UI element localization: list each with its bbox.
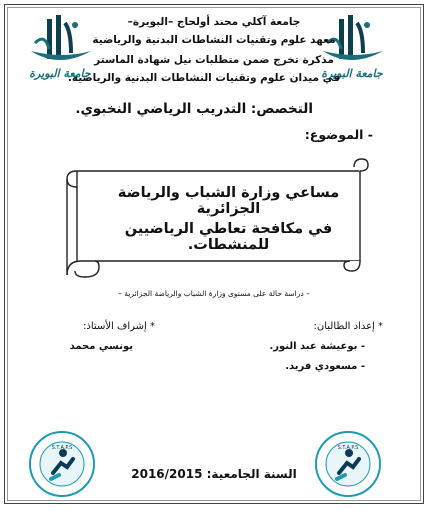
header-institute: معهد علوم وتقنيات النشاطات البدنية والرياضية: [92, 34, 336, 46]
staps-badge-label: S.T.A.P.S: [337, 445, 359, 451]
case-study-note: – دراسة حالة على مستوى وزارة الشباب والرياضة الجزائرية –: [118, 289, 310, 298]
student-name-1: - بوعيشة عبد النور.: [269, 341, 365, 352]
page-frame: [4, 4, 424, 504]
thesis-title-line-1: مساعي وزارة الشباب والرياضة الجزائرية: [117, 185, 340, 217]
supervisor-name: يونسي محمد: [69, 341, 133, 352]
thesis-title-line-2: في مكافحة تعاطي الرياضيين للمنشطات.: [124, 221, 333, 253]
staps-badge-right: [313, 429, 383, 499]
supervisor-label: * إشراف الأستاذ:: [83, 321, 155, 332]
prepared-by-label: * إعداد الطالبان:: [313, 321, 383, 332]
university-logo-icon: [25, 13, 95, 69]
university-logo-left: [25, 13, 95, 83]
header-thesis: مذكرة تخرج ضمن متطلبات نيل شهادة الماستر: [94, 54, 334, 66]
university-logo-right: [317, 13, 387, 83]
university-logo-icon: [317, 13, 387, 69]
header-university: جامعة آكلي محند أولحاج –البويرة–: [127, 16, 301, 28]
academic-year: السنة الجامعية: 2016/2015: [131, 467, 297, 481]
header-field: في ميدان علوم وتقنيات النشاطات البدنية والرياضية.: [67, 72, 341, 84]
subject-label: - الموضوع:: [304, 127, 373, 142]
specialty: التخصص: التدريب الرياضي النخبوي.: [75, 101, 313, 117]
staps-emblem-icon: [313, 429, 383, 499]
staps-badge-label: S.T.A.P.S: [51, 445, 73, 451]
student-name-2: - مسعودي فريد.: [285, 361, 365, 372]
staps-badge-left: [27, 429, 97, 499]
title-scroll-banner: [55, 157, 380, 282]
university-logo-text: جامعة البويرة: [321, 67, 383, 80]
scroll-frame-icon: [55, 157, 380, 282]
university-logo-text: جامعة البويرة: [29, 67, 91, 80]
staps-emblem-icon: [27, 429, 97, 499]
